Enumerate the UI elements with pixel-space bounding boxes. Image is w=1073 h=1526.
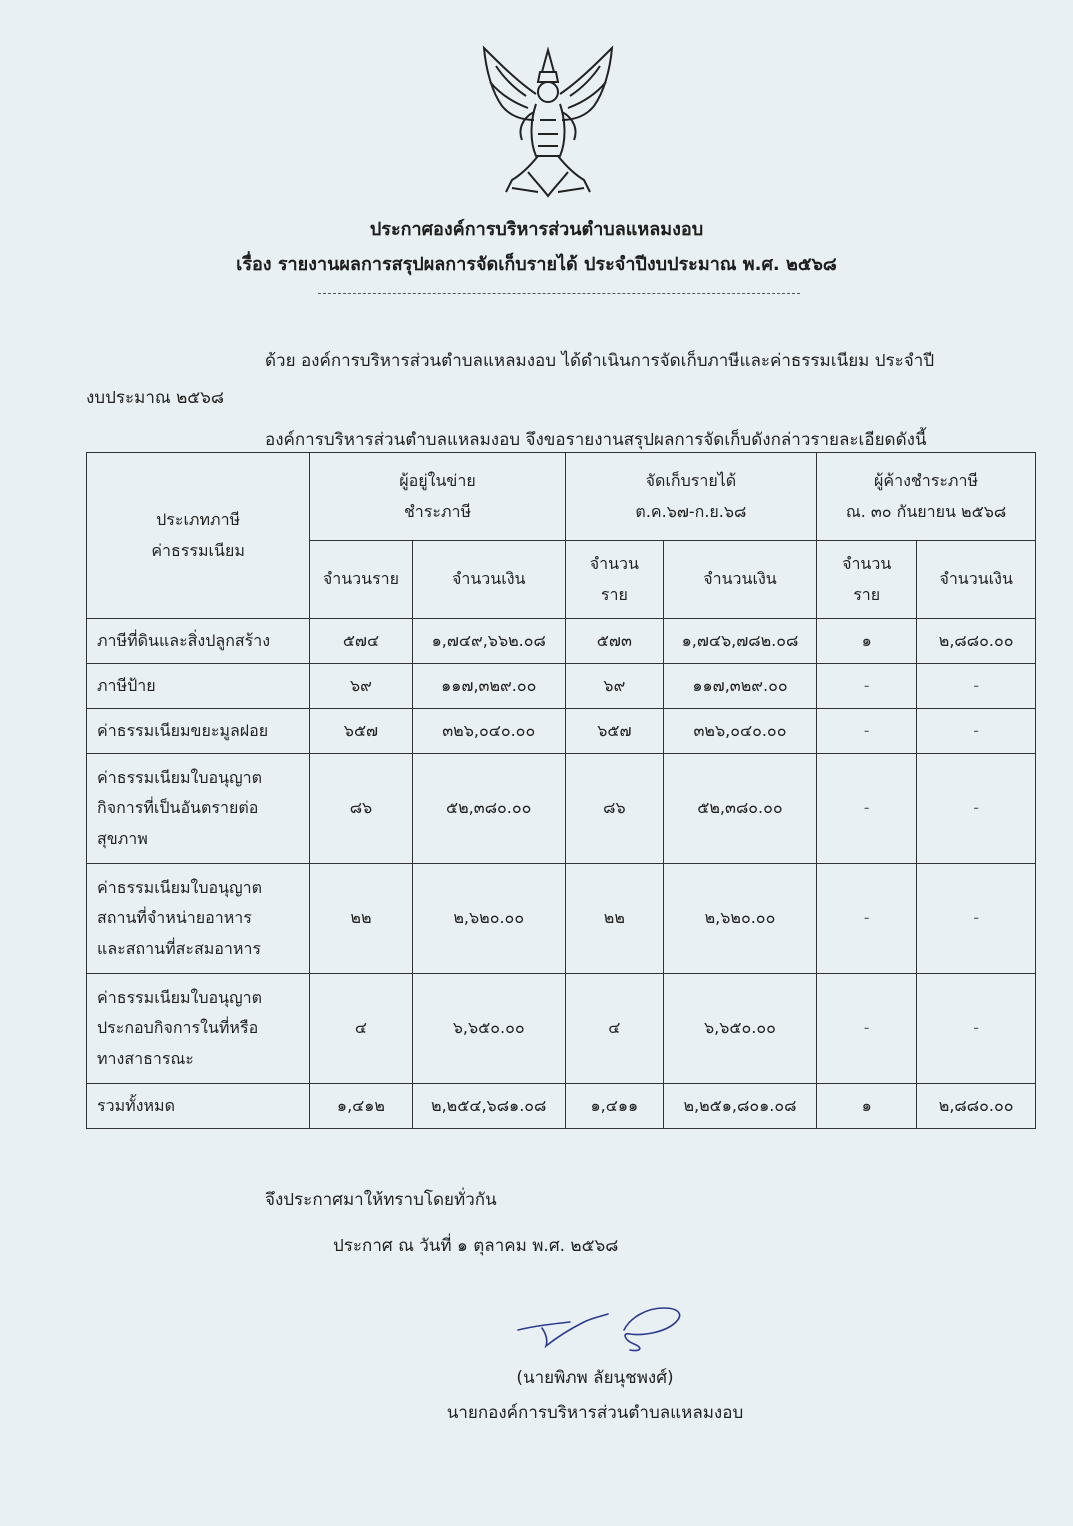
- outstanding-count: -: [817, 974, 917, 1084]
- table-row: [87, 864, 1036, 974]
- signature: [512, 1300, 692, 1352]
- outstanding-count: ๑: [817, 619, 917, 664]
- outstanding-amount: -: [917, 974, 1036, 1084]
- announcement-date: ประกาศ ณ วันที่ ๑ ตุลาคม พ.ศ. ๒๕๖๘: [333, 1236, 619, 1256]
- subheader-amount: จำนวนเงิน: [917, 541, 1036, 619]
- taxpayer-count: ๘๖: [310, 754, 412, 864]
- subheader-amount: จำนวนเงิน: [663, 541, 816, 619]
- tax-type: ค่าธรรมเนียมใบอนุญาต สถานที่จำหน่ายอาหาร และสถานที่สะสมอาหาร: [87, 864, 310, 974]
- revenue-table: [86, 452, 1036, 1129]
- table-row: [87, 619, 1036, 664]
- outstanding-amount: -: [917, 664, 1036, 709]
- garuda-emblem-icon: [478, 42, 618, 200]
- taxpayer-amount: ๖,๖๕๐.๐๐: [412, 974, 565, 1084]
- total-collected-amount: ๒,๒๕๑,๘๐๑.๐๘: [663, 1084, 816, 1129]
- collected-count: ๖๕๗: [565, 709, 663, 754]
- tax-type: ค่าธรรมเนียมขยะมูลฝอย: [87, 709, 310, 754]
- tax-type: ค่าธรรมเนียมใบอนุญาต ประกอบกิจการในที่หรือ ทางสาธารณะ: [87, 974, 310, 1084]
- total-taxpayer-amount: ๒,๒๕๔,๖๘๑.๐๘: [412, 1084, 565, 1129]
- header-taxpayers: ผู้อยู่ในข่าย ชำระภาษี: [310, 453, 566, 541]
- intro-paragraph-line2: งบประมาณ ๒๕๖๘: [86, 388, 225, 408]
- collected-count: ๘๖: [565, 754, 663, 864]
- outstanding-count: -: [817, 709, 917, 754]
- outstanding-count: -: [817, 864, 917, 974]
- tax-type: ภาษีที่ดินและสิ่งปลูกสร้าง: [87, 619, 310, 664]
- collected-amount: ๓๒๖,๐๔๐.๐๐: [663, 709, 816, 754]
- taxpayer-amount: ๑๑๗,๓๒๙.๐๐: [412, 664, 565, 709]
- signer-name: (นายพิภพ ลัยนุชพงศ์): [516, 1368, 674, 1388]
- collected-count: ๒๒: [565, 864, 663, 974]
- table-row: [87, 709, 1036, 754]
- subheader-count: จำนวน ราย: [817, 541, 917, 619]
- outstanding-amount: -: [917, 864, 1036, 974]
- signer-position: นายกองค์การบริหารส่วนตำบลแหลมงอบ: [446, 1403, 744, 1423]
- taxpayer-count: ๔: [310, 974, 412, 1084]
- intro-paragraph-line1: ด้วย องค์การบริหารส่วนตำบลแหลมงอบ ได้ดำเนินการจัดเก็บภาษีและค่าธรรมเนียม ประจำปี: [265, 351, 935, 371]
- report-paragraph: องค์การบริหารส่วนตำบลแหลมงอบ จึงขอรายงานสรุปผลการจัดเก็บดังกล่าวรายละเอียดดังนี้: [265, 430, 927, 450]
- tax-type: ภาษีป้าย: [87, 664, 310, 709]
- tax-type: ค่าธรรมเนียมใบอนุญาต กิจการที่เป็นอันตรายต่อ สุขภาพ: [87, 754, 310, 864]
- table-header-row: [87, 453, 1036, 541]
- collected-count: ๔: [565, 974, 663, 1084]
- collected-amount: ๕๒,๓๘๐.๐๐: [663, 754, 816, 864]
- taxpayer-amount: ๒,๖๒๐.๐๐: [412, 864, 565, 974]
- taxpayer-amount: ๑,๗๔๙,๖๖๒.๐๘: [412, 619, 565, 664]
- header-collected: จัดเก็บรายได้ ต.ค.๖๗-ก.ย.๖๘: [565, 453, 816, 541]
- outstanding-amount: ๒,๘๘๐.๐๐: [917, 619, 1036, 664]
- total-label: รวมทั้งหมด: [87, 1084, 310, 1129]
- table-row: [87, 664, 1036, 709]
- closing-statement: จึงประกาศมาให้ทราบโดยทั่วกัน: [265, 1190, 497, 1210]
- header-outstanding: ผู้ค้างชำระภาษี ณ. ๓๐ กันยายน ๒๕๖๘: [817, 453, 1036, 541]
- table-row: [87, 754, 1036, 864]
- collected-amount: ๖,๖๕๐.๐๐: [663, 974, 816, 1084]
- total-outstanding-count: ๑: [817, 1084, 917, 1129]
- taxpayer-count: ๖๕๗: [310, 709, 412, 754]
- total-outstanding-amount: ๒,๘๘๐.๐๐: [917, 1084, 1036, 1129]
- total-collected-count: ๑,๔๑๑: [565, 1084, 663, 1129]
- header-tax-type: ประเภทภาษี ค่าธรรมเนียม: [87, 453, 310, 619]
- total-taxpayer-count: ๑,๔๑๒: [310, 1084, 412, 1129]
- collected-count: ๕๗๓: [565, 619, 663, 664]
- outstanding-count: -: [817, 754, 917, 864]
- outstanding-count: -: [817, 664, 917, 709]
- taxpayer-count: ๕๗๔: [310, 619, 412, 664]
- subheader-count: จำนวนราย: [310, 541, 412, 619]
- taxpayer-count: ๒๒: [310, 864, 412, 974]
- subheader-amount: จำนวนเงิน: [412, 541, 565, 619]
- announcement-title: ประกาศองค์การบริหารส่วนตำบลแหลมงอบ: [369, 219, 704, 240]
- divider: [318, 293, 800, 294]
- taxpayer-amount: ๓๒๖,๐๔๐.๐๐: [412, 709, 565, 754]
- announcement-subject: เรื่อง รายงานผลการสรุปผลการจัดเก็บรายได้ ประจำปีงบประมาณ พ.ศ. ๒๕๖๘: [236, 254, 837, 275]
- collected-amount: ๑๑๗,๓๒๙.๐๐: [663, 664, 816, 709]
- outstanding-amount: -: [917, 754, 1036, 864]
- collected-count: ๖๙: [565, 664, 663, 709]
- collected-amount: ๒,๖๒๐.๐๐: [663, 864, 816, 974]
- table-total-row: [87, 1084, 1036, 1129]
- subheader-count: จำนวน ราย: [565, 541, 663, 619]
- table-row: [87, 974, 1036, 1084]
- collected-amount: ๑,๗๔๖,๗๘๒.๐๘: [663, 619, 816, 664]
- taxpayer-amount: ๕๒,๓๘๐.๐๐: [412, 754, 565, 864]
- outstanding-amount: -: [917, 709, 1036, 754]
- taxpayer-count: ๖๙: [310, 664, 412, 709]
